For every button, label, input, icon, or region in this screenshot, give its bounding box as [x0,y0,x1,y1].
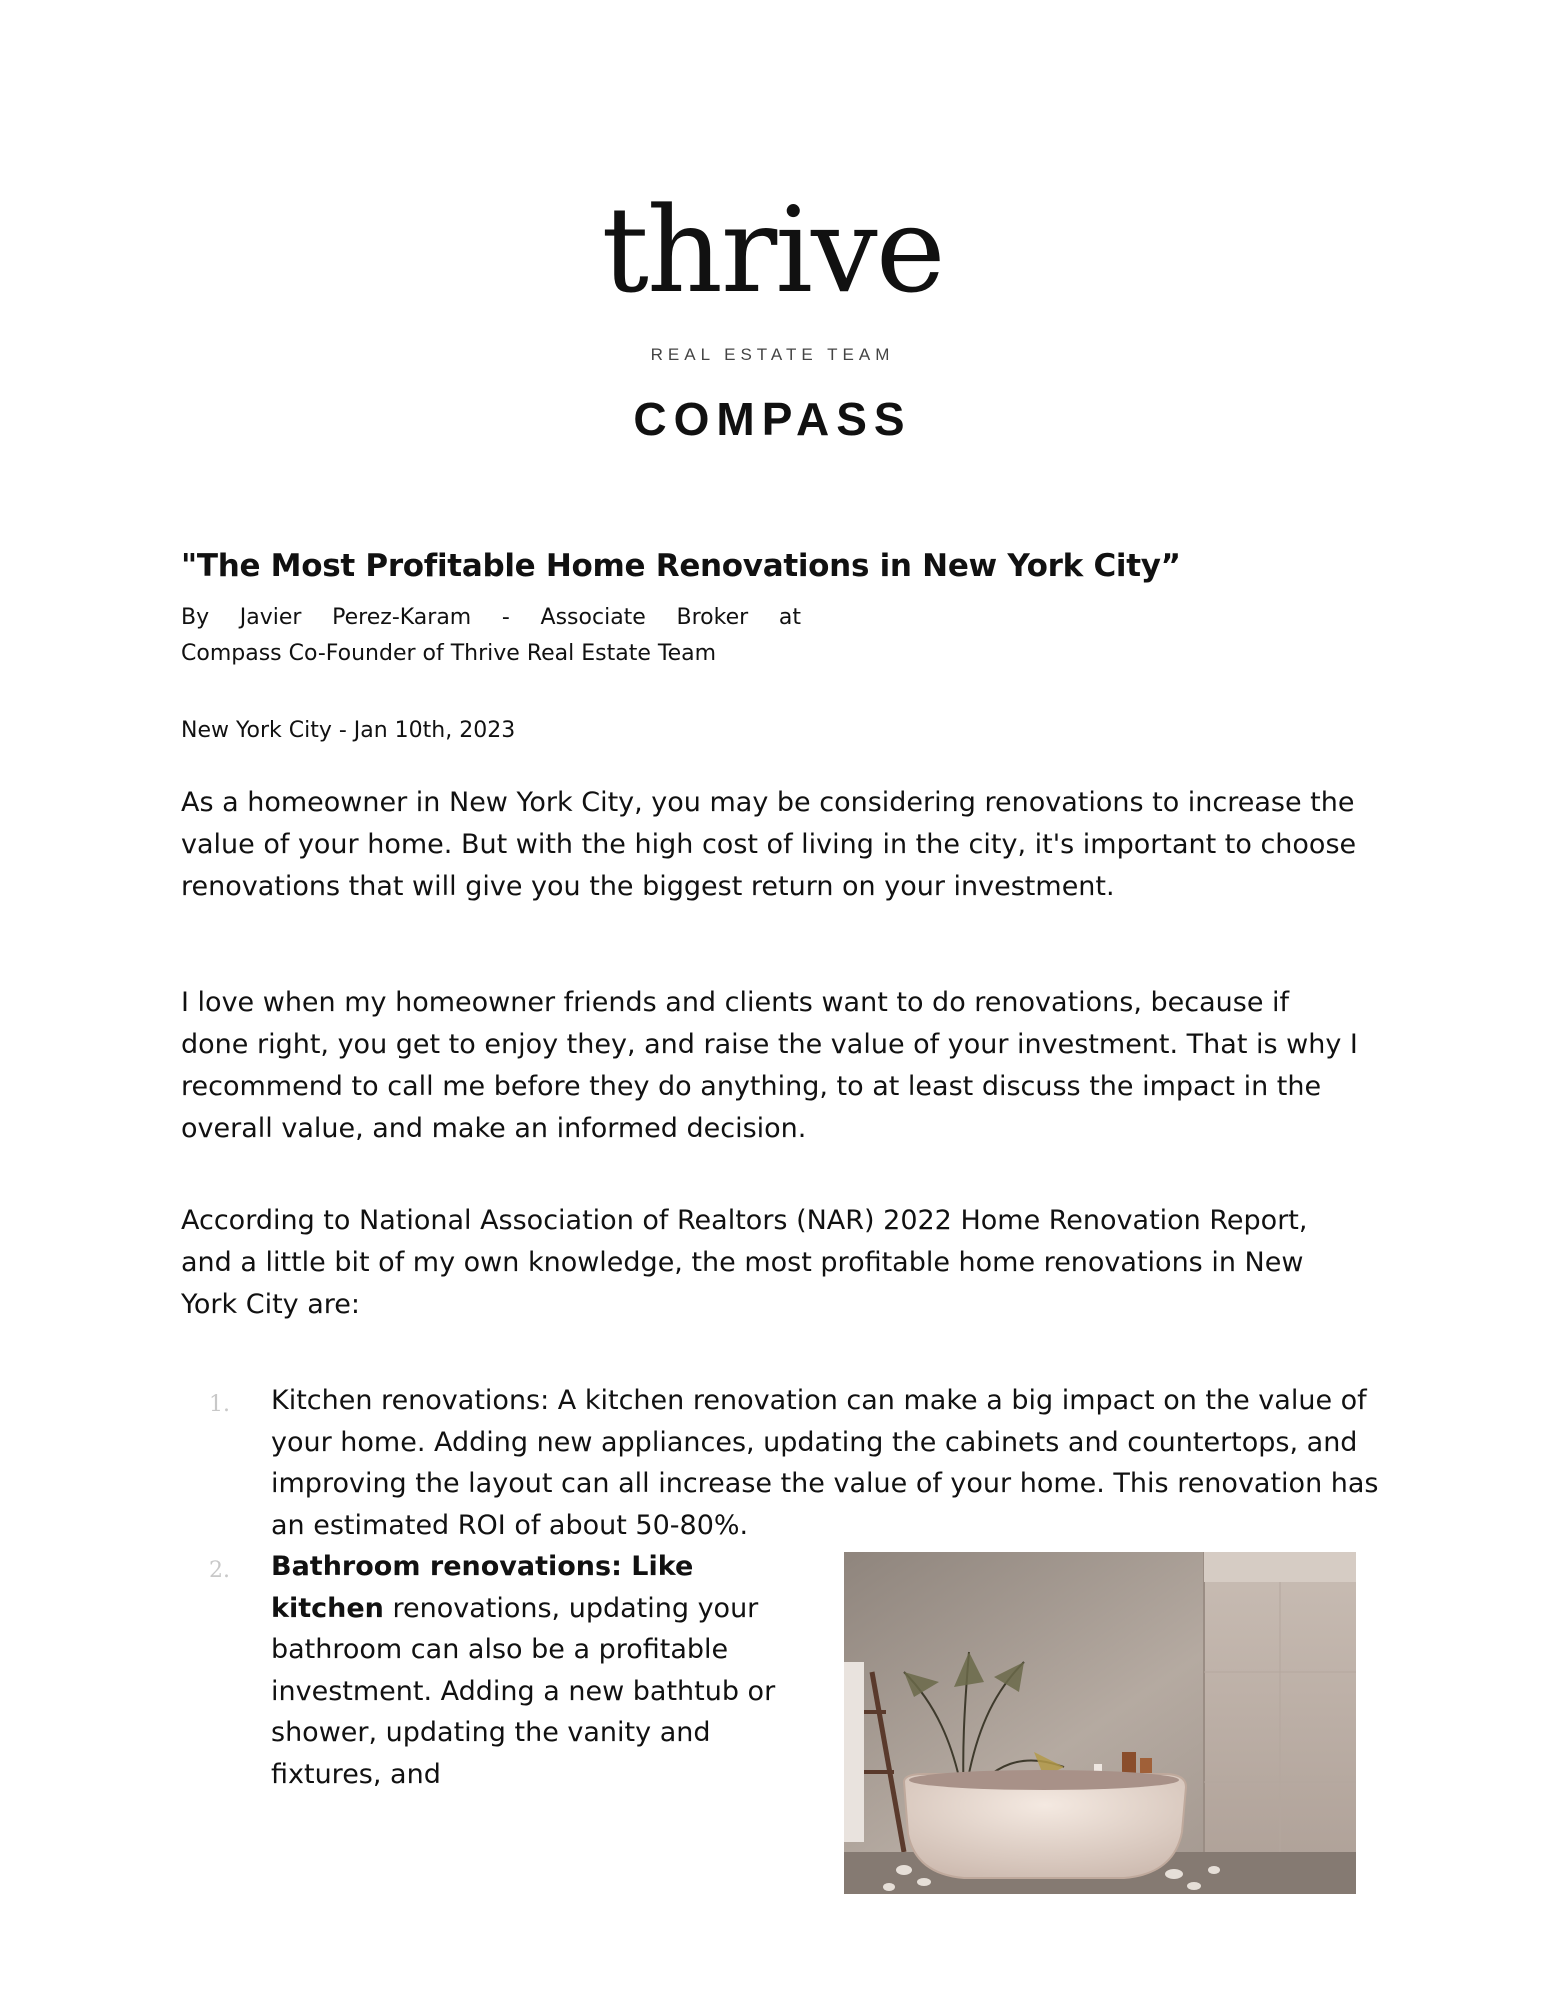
list-item-text [271,1380,1379,1546]
byline-word: - [501,605,510,630]
paragraph-advice: I love when my homeowner friends and clients want to do renovations, because if done right, you get to enjoy they, and raise the value of your investment. That is why I recommend to call me before they do anything, to at least discuss the impact in the overall value, and make an informed decision. [181,987,1358,1144]
byline-word: at [778,605,801,630]
thrive-logo-subtitle: REAL ESTATE TEAM [650,345,895,364]
bathroom-photo-illustration [844,1552,1356,1894]
list-item [181,1380,1379,1546]
article-title: "The Most Profitable Home Renovations in New York City” [181,548,1181,584]
list-number: 2. [209,1558,230,1583]
byline-word: Perez-Karam [332,605,472,630]
bathroom-photo [844,1552,1356,1894]
kitchen-text: Kitchen renovations: A kitchen renovation can make a big impact on the value of your home. Adding new appliances, updating the cabinets and countertops, and improving the layout can all increase the value of your home. This renovation has an estimated ROI of about 50-80%. [271,1385,1379,1541]
dateline: New York City - Jan 10th, 2023 [181,718,516,743]
list-item-text: renovations, updating your bathroom can also be a profitable investment. Adding a new bathtub or shower, updating the vanity and fixtures, and [271,1592,776,1790]
list-number: 1. [209,1392,230,1417]
paragraph-report: According to National Association of Realtors (NAR) 2022 Home Renovation Report, and a little bit of my own knowledge, the most profitable home renovations in New York City are: [181,1205,1308,1320]
compass-logo: COMPASS [633,393,912,445]
byline-word: Associate [540,605,646,630]
byline [181,600,801,672]
list-item-heading: Bathroom renovations: Like kitchen [271,1551,694,1624]
thrive-logo: thrive [601,181,944,319]
byline-word: Broker [676,605,749,630]
byline-line-2: Compass Co-Founder of Thrive Real Estate Team [181,641,717,666]
paragraph-intro: As a homeowner in New York City, you may be considering renovations to increase the value of your home. But with the high cost of living in the city, it's important to choose renovations that will give you the biggest return on your investment. [181,787,1357,902]
byline-word: By [181,605,210,630]
byline-word: Javier [239,605,302,630]
byline-line-1 [181,600,801,636]
list-item [181,1546,791,1795]
